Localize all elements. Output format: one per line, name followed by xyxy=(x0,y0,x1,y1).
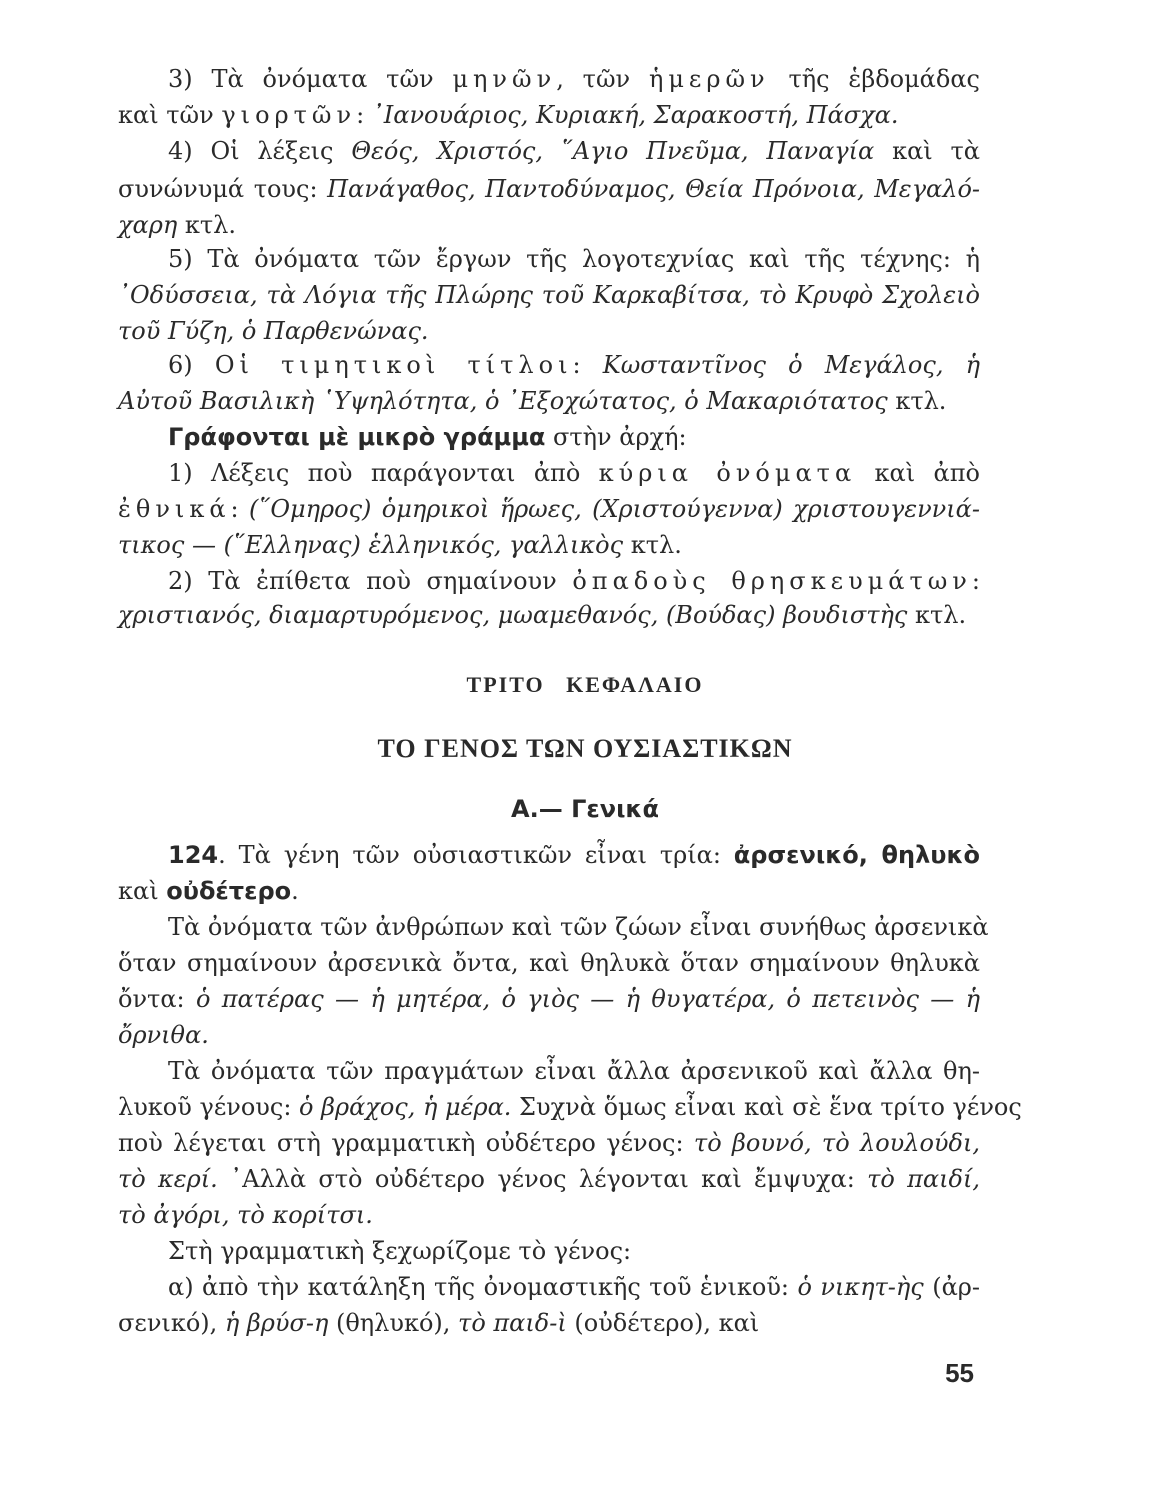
page-number: 55 xyxy=(945,1358,974,1388)
text-line: 2) Τὰ ἐπίθετα ποὺ σημαίνουν ὀπαδοὺς θρησκευμάτων: xyxy=(168,567,980,595)
text-line: ᾿Οδύσσεια, τὰ Λόγια τῆς Πλώρης τοῦ Καρκαβίτσα, τὸ Κρυφὸ Σχολειὸ xyxy=(118,281,980,309)
text-line: Τὰ ὀνόματα τῶν πραγμάτων εἶναι ἄλλα ἀρσενικοῦ καὶ ἄλλα θη- xyxy=(168,1057,980,1085)
text-line: ὄντα: ὁ πατέρας — ἡ μητέρα, ὁ γιὸς — ἡ θυγατέρα, ὁ πετεινὸς — ἡ xyxy=(118,985,980,1013)
text-line: Αὐτοῦ Βασιλικὴ ῾Υψηλότητα, ὁ ᾿Εξοχώτατος, ὁ Μακαριότατος κτλ. xyxy=(118,387,947,415)
text-line: 5) Τὰ ὀνόματα τῶν ἔργων τῆς λογοτεχνίας καὶ τῆς τέχνης: ἡ xyxy=(168,245,980,273)
chapter-heading: ΤΡΙΤΟ ΚΕΦΑΛΑΙΟ xyxy=(466,672,704,697)
text-line: α) ἀπὸ τὴν κατάληξη τῆς ὀνομαστικῆς τοῦ ἑνικοῦ: ὁ νικητ-ὴς (ἀρ- xyxy=(168,1273,980,1301)
text-line: 3) Τὰ ὀνόματα τῶν μηνῶν, τῶν ἡμερῶν τῆς ἑβδομάδας xyxy=(168,65,980,93)
text-line: ὅταν σημαίνουν ἀρσενικὰ ὄντα, καὶ θηλυκὰ ὅταν σημαίνουν θηλυκὰ xyxy=(118,949,980,977)
text-line: σενικό), ἡ βρύσ-η (θηλυκό), τὸ παιδ-ὶ (οὐδέτερο), καὶ xyxy=(118,1309,760,1337)
text-line: τοῦ Γύζη, ὁ Παρθενώνας. xyxy=(118,317,429,345)
text-line: χαρη κτλ. xyxy=(118,211,236,239)
text-line: ποὺ λέγεται στὴ γραμματικὴ οὐδέτερο γένος: τὸ βουνό, τὸ λουλούδι, xyxy=(118,1129,980,1157)
text-line: 1) Λέξεις ποὺ παράγονται ἀπὸ κύρια ὀνόματα καὶ ἀπὸ xyxy=(168,459,980,487)
text-line: 4) Οἱ λέξεις Θεός, Χριστός, ῞Αγιο Πνεῦμα, Παναγία καὶ τὰ xyxy=(168,137,981,165)
text-line: 6) Οἱ τιμητικοὶ τίτλοι: Κωσταντῖνος ὁ Μεγάλος, ἡ xyxy=(168,351,981,379)
text-line: ἐθνικά: (῞Ομηρος) ὁμηρικοὶ ἥρωες, (Χριστούγεννα) χριστουγεννιά- xyxy=(118,495,980,523)
text-line: Στὴ γραμματικὴ ξεχωρίζομε τὸ γένος: xyxy=(168,1237,632,1265)
text-line: καὶ τῶν γιορτῶν: ᾿Ιανουάριος, Κυριακή, Σαρακοστή, Πάσχα. xyxy=(118,101,899,129)
text-line: καὶ οὐδέτερο. xyxy=(118,877,299,905)
subsection-title: Α.— Γενικά xyxy=(511,795,659,823)
text-line: Τὰ ὀνόματα τῶν ἀνθρώπων καὶ τῶν ζώων εἶναι συνήθως ἀρσενικὰ xyxy=(168,913,989,941)
text-line: τικος — (῞Ελληνας) ἑλληνικός, γαλλικὸς κτλ. xyxy=(118,531,682,559)
text-line: Γράφονται μὲ μικρὸ γράμμα στὴν ἀρχή: xyxy=(168,423,687,451)
paragraph-number: 124 xyxy=(168,841,219,869)
text-line: 124. Τὰ γένη τῶν οὐσιαστικῶν εἶναι τρία: ἀρσενικό, θηλυκὸ xyxy=(168,841,980,869)
text-line: ὄρνιθα. xyxy=(118,1021,209,1049)
text-line: χριστιανός, διαμαρτυρόμενος, μωαμεθανός, (Βούδας) βουδιστὴς κτλ. xyxy=(118,601,967,629)
text-line: λυκοῦ γένους: ὁ βράχος, ἡ μέρα. Συχνὰ ὅμως εἶναι καὶ σὲ ἕνα τρίτο γένος xyxy=(118,1093,1022,1121)
section-title: ΤΟ ΓΕΝΟΣ ΤΩΝ ΟΥΣΙΑΣΤΙΚΩΝ xyxy=(377,734,793,763)
text-line: τὸ κερί. ᾿Αλλὰ στὸ οὐδέτερο γένος λέγονται καὶ ἔμψυχα: τὸ παιδί, xyxy=(118,1165,981,1193)
text-line: συνώνυμά τους: Πανάγαθος, Παντοδύναμος, Θεία Πρόνοια, Μεγαλό- xyxy=(118,175,981,203)
text-line: τὸ ἀγόρι, τὸ κορίτσι. xyxy=(118,1201,373,1229)
